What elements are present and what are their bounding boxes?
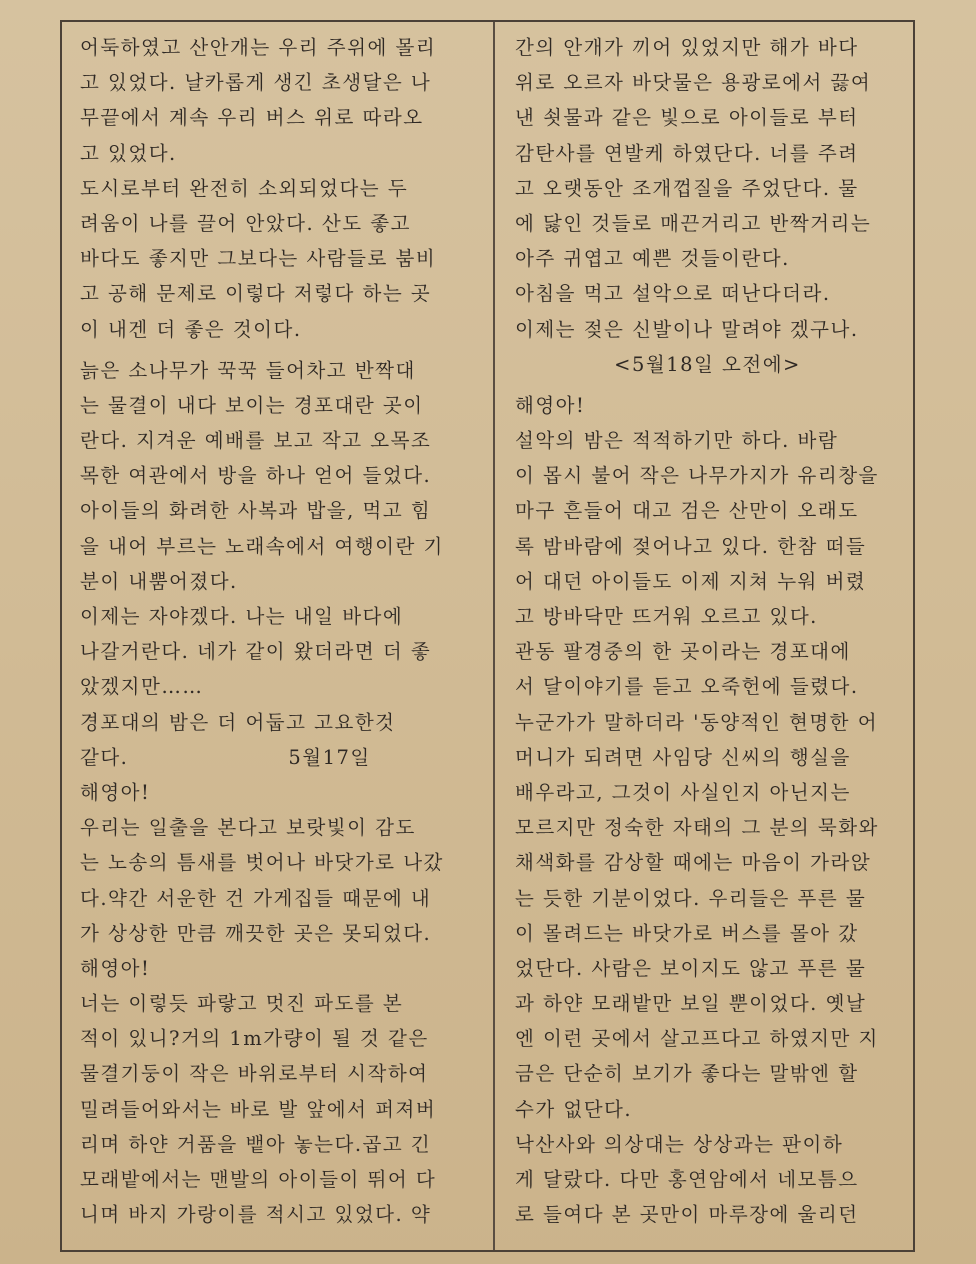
text-line: 는 노송의 틈새를 벗어나 바닷가로 나갔 <box>80 851 444 875</box>
text-line: 아이들의 화려한 사복과 밥을, 먹고 힘 <box>80 499 432 523</box>
text-line: 고 방바닥만 뜨거워 오르고 있다. <box>515 605 818 628</box>
text-line: 록 밤바람에 젖어나고 있다. 한참 떠들 <box>515 534 867 558</box>
text-line: 려움이 나를 끌어 안았다. 산도 좋고 <box>80 211 411 235</box>
text-line: 간의 안개가 끼어 있었지만 해가 바다 <box>515 36 859 59</box>
text-line: 엔 이런 곳에서 살고프다고 하였지만 지 <box>515 1027 879 1051</box>
text-line: 우리는 일출을 본다고 보랏빛이 감도 <box>80 816 416 840</box>
text-line: 늙은 소나무가 꾹꾹 들어차고 반짝대 <box>80 358 416 382</box>
text-line: 과 하얀 모래밭만 보일 뿐이었다. 옛날 <box>515 992 867 1016</box>
text-line: 아주 귀엽고 예쁜 것들이란다. <box>515 247 790 271</box>
text-line: 아침을 먹고 설악으로 떠난다더라. <box>515 282 831 306</box>
text-line: 는 듯한 기분이었다. 우리들은 푸른 물 <box>515 886 867 910</box>
text-line: 게 달랐다. 다만 홍연암에서 네모틈으 <box>515 1168 859 1191</box>
text-line: 같다. <box>80 745 129 769</box>
text-line: 위로 오르자 바닷물은 용광로에서 끓여 <box>515 71 872 95</box>
text-line: 고 오랫동안 조개껍질을 주었단다. 물 <box>515 176 859 200</box>
text-line-with-date <box>80 740 480 775</box>
text-line: 서 달이야기를 듣고 오죽헌에 들렸다. <box>515 675 859 699</box>
text-line: 니며 바지 가랑이를 적시고 있었다. 약 <box>80 1203 432 1227</box>
text-line: 란다. 지겨운 예배를 보고 작고 오목조 <box>80 429 432 453</box>
text-line: 을 내어 부르는 노래속에서 여행이란 기 <box>80 534 444 558</box>
text-line: 모래밭에서는 맨발의 아이들이 뛰어 다 <box>80 1168 437 1191</box>
text-line: 수가 없단다. <box>515 1097 633 1121</box>
text-line: 낙산사와 의상대는 상상과는 판이하 <box>515 1132 844 1156</box>
text-line: 고 공해 문제로 이렇다 저렇다 하는 곳 <box>80 282 432 306</box>
text-line: 낸 쇳물과 같은 빛으로 아이들로 부터 <box>515 106 859 130</box>
text-line: 머니가 되려면 사임당 신씨의 행실을 <box>515 745 851 769</box>
text-line: 물결기둥이 작은 바위로부터 시작하여 <box>80 1062 429 1086</box>
text-line: 무끝에서 계속 우리 버스 위로 따라오 <box>80 106 424 130</box>
text-line: 이 몰려드는 바닷가로 버스를 몰아 갔 <box>515 921 859 945</box>
text-line: 너는 이렇듯 파랗고 멋진 파도를 본 <box>80 992 404 1016</box>
text-line: 배우라고, 그것이 사실인지 아닌지는 <box>515 780 851 804</box>
text-line: 경포대의 밤은 더 어둡고 고요한것 <box>80 710 396 734</box>
text-line: 고 있었다. <box>80 141 177 165</box>
left-column <box>80 30 480 1232</box>
text-line: 았겠지만…… <box>80 675 204 699</box>
column-divider <box>493 22 495 1250</box>
text-line: 고 있었다. 날카롭게 생긴 초생달은 나 <box>80 71 432 95</box>
text-line: 이제는 자야겠다. 나는 내일 바다에 <box>80 605 404 628</box>
text-line: 분이 내뿜어졌다. <box>80 569 238 593</box>
text-line: 어 대던 아이들도 이제 지쳐 누워 버렸 <box>515 569 867 593</box>
text-line: 어둑하였고 산안개는 우리 주위에 몰리 <box>80 36 437 59</box>
text-line: 해영아! <box>80 780 151 804</box>
text-line: 다.약간 서운한 건 가게집들 때문에 내 <box>80 886 432 910</box>
text-line: 해영아! <box>515 393 586 417</box>
text-line: 설악의 밤은 적적하기만 하다. 바람 <box>515 429 839 453</box>
text-line: 이 내겐 더 좋은 것이다. <box>80 317 302 341</box>
text-line: 도시로부터 완전히 소외되었다는 두 <box>80 176 409 200</box>
text-line: 금은 단순히 보기가 좋다는 말밖엔 할 <box>515 1062 859 1086</box>
text-line: 해영아! <box>80 956 151 980</box>
text-line: 가 상상한 만큼 깨끗한 곳은 못되었다. <box>80 921 432 945</box>
text-line: 목한 여관에서 방을 하나 얻어 들었다. <box>80 464 432 488</box>
text-line: 이제는 젖은 신발이나 말려야 겠구나. <box>515 317 859 341</box>
date-label: 5월17일 <box>288 745 371 769</box>
text-line: 적이 있니?거의 1m가량이 될 것 같은 <box>80 1027 429 1051</box>
text-line: 채색화를 감상할 때에는 마음이 가라앉 <box>515 851 872 875</box>
text-line: 에 닳인 것들로 매끈거리고 반짝거리는 <box>515 211 872 235</box>
text-line: 감탄사를 연발케 하였단다. 너를 주려 <box>515 141 859 165</box>
text-line: 관동 팔경중의 한 곳이라는 경포대에 <box>515 640 851 664</box>
text-line: 밀려들어와서는 바로 발 앞에서 퍼져버 <box>80 1097 437 1121</box>
text-line: 누군가가 말하더라 '동양적인 현명한 어 <box>515 710 879 734</box>
text-line: 로 들여다 본 곳만이 마루장에 울리던 <box>515 1203 859 1227</box>
right-column <box>515 30 900 1232</box>
text-line: 었단다. 사람은 보이지도 않고 푸른 물 <box>515 956 867 980</box>
text-line: 이 몹시 불어 작은 나무가지가 유리창을 <box>515 464 879 488</box>
text-line: 모르지만 정숙한 자태의 그 분의 묵화와 <box>515 816 879 840</box>
text-line: 는 물결이 내다 보이는 경포대란 곳이 <box>80 393 424 417</box>
text-line: 마구 흔들어 대고 검은 산만이 오래도 <box>515 499 859 523</box>
text-line: 나갈거란다. 네가 같이 왔더라면 더 좋 <box>80 640 432 664</box>
text-line: 리며 하얀 거품을 뱉아 놓는다.곱고 긴 <box>80 1132 432 1156</box>
text-line: 바다도 좋지만 그보다는 사람들로 붐비 <box>80 247 437 271</box>
date-heading: <5월18일 오전에> <box>614 352 801 376</box>
